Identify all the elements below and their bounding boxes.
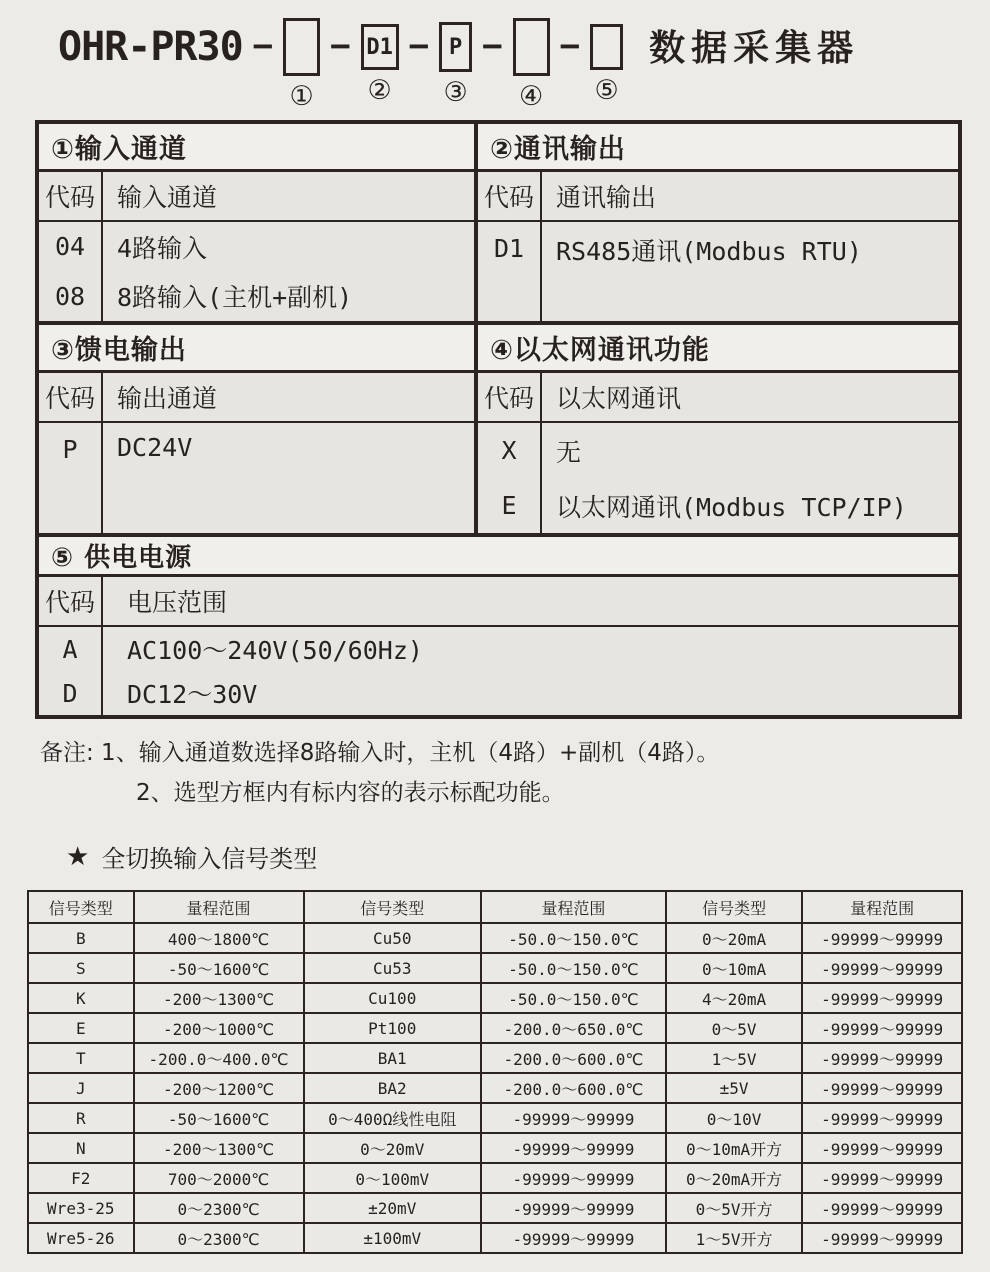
table-cell: -50～1600℃ [134,953,304,983]
model-code-box-5 [590,24,623,70]
table-body [478,222,958,321]
table-cell: -50.0～150.0℃ [481,983,666,1013]
table-row [28,1133,962,1163]
table-row [28,983,962,1013]
model-code-box-1 [283,18,320,76]
table-cell: -200～1200℃ [134,1073,304,1103]
table-cell: -99999～99999 [802,1043,962,1073]
table-cell: Pt100 [304,1013,481,1043]
table-row [39,671,958,715]
table-cell: -99999～99999 [481,1223,666,1253]
table-cell: 0～400Ω线性电阻 [304,1103,481,1133]
model-code-box-2: D1 [361,24,399,70]
table-cell: -200～1000℃ [134,1013,304,1043]
code-cell: 04 [39,222,103,272]
table-feed-power-output [35,325,478,537]
table-cell: -50.0～150.0℃ [481,923,666,953]
code-cell: E [478,478,542,533]
value-cell: 以太网通讯(Modbus TCP/IP) [556,492,907,522]
model-code-box-3: P [439,22,472,72]
table-cell: T [28,1043,134,1073]
star-icon: ★ [66,841,90,872]
column-header-value: 电压范围 [127,588,228,617]
table-cell: 0～20mA [666,923,802,953]
section-header: ④以太网通讯功能 [478,325,958,373]
circled-number-5: ⑤ [594,75,619,106]
table-row [39,222,474,272]
table-cell: E [28,1013,134,1043]
column-header-code: 代码 [478,373,542,421]
signal-types-table [27,890,963,1254]
table-cell: -50～1600℃ [134,1103,304,1133]
table-cell: -99999～99999 [802,983,962,1013]
table-comm-output [478,120,962,325]
column-header-code: 代码 [39,172,103,220]
table-cell: 0～10mA [666,953,802,983]
note-line-1: 备注: 1、输入通道数选择8路输入时，主机（4路）+副机（4路）。 [40,740,720,766]
dash-separator: − [408,26,430,66]
model-segment-2 [361,16,399,108]
table-cell: 0～10mA开方 [666,1133,802,1163]
table-cell: Cu50 [304,923,481,953]
signal-section-title: 全切换输入信号类型 [101,845,318,873]
table-cell: 0～2300℃ [134,1193,304,1223]
table-cell: F2 [28,1163,134,1193]
code-cell: P [39,423,103,533]
value-cell: 无 [556,437,582,467]
table-cell: 0～20mV [304,1133,481,1163]
table-cell: 0～2300℃ [134,1223,304,1253]
code-cell: D1 [478,222,542,321]
table-cell: Wre3-25 [28,1193,134,1223]
table-cell: -99999～99999 [481,1193,666,1223]
value-cell: 4路输入 [117,233,208,263]
table-row [478,423,958,478]
table-cell: -99999～99999 [802,923,962,953]
table-cell: 1～5V [666,1043,802,1073]
dash-separator: − [559,26,581,66]
dash-separator: − [482,26,503,66]
model-segment-5 [590,16,623,108]
dash-separator: − [330,26,351,66]
table-cell: BA1 [304,1043,481,1073]
table-cell: -200.0～650.0℃ [481,1013,666,1043]
table-power-supply [35,537,962,719]
table-body [478,423,958,533]
column-header-row [39,577,958,627]
table-cell: 0～5V [666,1013,802,1043]
circled-number-3: ③ [443,77,468,108]
model-code-box-4 [513,18,550,76]
table-row [28,1103,962,1133]
model-code-line [0,0,990,114]
table-cell: -99999～99999 [481,1133,666,1163]
table-cell: -99999～99999 [802,1223,962,1253]
table-body [39,627,958,715]
table-cell: -99999～99999 [802,1073,962,1103]
circled-number-4: ④ [518,81,544,112]
table-cell: Wre5-26 [28,1223,134,1253]
table-cell: Cu53 [304,953,481,983]
table-cell: N [28,1133,134,1163]
table-cell: BA2 [304,1073,481,1103]
table-cell: -50.0～150.0℃ [481,953,666,983]
column-header: 量程范围 [802,891,962,923]
table-cell: S [28,953,134,983]
model-segment-4 [513,16,550,114]
table-cell: ±20mV [304,1193,481,1223]
value-cell: RS485通讯(Modbus RTU) [556,237,862,266]
table-cell: 700～2000℃ [134,1163,304,1193]
table-cell: 0～20mA开方 [666,1163,802,1193]
section-header: ②通讯输出 [478,124,958,172]
circled-number-1: ① [289,81,314,112]
model-segment-3 [439,16,472,110]
circled-number-2: ② [367,75,392,106]
table-ethernet-comm [478,325,962,537]
signal-section-heading [66,839,990,874]
table-cell: Cu100 [304,983,481,1013]
table-cell: 400～1800℃ [134,923,304,953]
column-header-value: 输出通道 [117,384,218,413]
section-header: ⑤ 供电电源 [39,537,958,577]
column-header-code: 代码 [39,577,103,625]
column-header-row [478,373,958,423]
product-name: 数据采集器 [649,28,860,69]
dash-separator: − [252,26,274,66]
table-row [28,1043,962,1073]
table-row [478,478,958,533]
table-cell: -99999～99999 [802,1133,962,1163]
column-header-code: 代码 [478,172,542,220]
section-header: ③馈电输出 [39,325,474,373]
table-cell: 1～5V开方 [666,1223,802,1253]
table-cell: -200～1300℃ [134,1133,304,1163]
table-cell: -200.0～600.0℃ [481,1073,666,1103]
table-cell: 4～20mA [666,983,802,1013]
section-header: ①输入通道 [39,124,474,172]
table-cell: ±5V [666,1073,802,1103]
model-prefix: OHR-PR30 [58,24,243,70]
note-line-2: 2、选型方框内有标内容的表示标配功能。 [136,780,565,806]
code-cell: X [478,423,542,478]
table-cell: -99999～99999 [481,1163,666,1193]
table-cell: R [28,1103,134,1133]
table-cell: -99999～99999 [802,1193,962,1223]
table-row [28,1223,962,1253]
table-cell: -99999～99999 [481,1103,666,1133]
table-input-channels [35,120,478,325]
code-cell: 08 [39,272,103,322]
notes-block [40,733,990,813]
column-header: 信号类型 [28,891,134,923]
table-cell: -99999～99999 [802,1013,962,1043]
table-cell: 0～5V开方 [666,1193,802,1223]
value-cell: DC24V [117,433,193,462]
signal-table-body [28,923,962,1253]
table-cell: -200.0～400.0℃ [134,1043,304,1073]
table-cell: -200.0～600.0℃ [481,1043,666,1073]
column-header: 信号类型 [666,891,802,923]
table-cell: ±100mV [304,1223,481,1253]
value-cell: DC12～30V [127,680,258,709]
table-row [39,272,474,322]
signal-table-head-row [28,891,962,923]
value-cell: 8路输入(主机+副机) [117,283,353,313]
value-cell: AC100～240V(50/60Hz) [127,636,423,665]
table-row [28,1193,962,1223]
table-row [39,423,474,533]
column-header-value: 通讯输出 [556,183,657,212]
column-header-row [39,172,474,222]
table-row [478,222,958,321]
table-cell: 0～10V [666,1103,802,1133]
column-header: 量程范围 [481,891,666,923]
column-header: 量程范围 [134,891,304,923]
model-segment-1 [283,16,320,114]
column-header-row [478,172,958,222]
code-cell: D [39,671,103,715]
table-cell: -99999～99999 [802,1103,962,1133]
column-header-row [39,373,474,423]
code-cell: A [39,627,103,671]
column-header-code: 代码 [39,373,103,421]
table-cell: B [28,923,134,953]
column-header-value: 输入通道 [117,183,218,212]
table-cell: K [28,983,134,1013]
table-cell: -99999～99999 [802,1163,962,1193]
table-row [28,1013,962,1043]
table-cell: 0～100mV [304,1163,481,1193]
table-body [39,222,474,321]
table-body [39,423,474,533]
table-row [28,1163,962,1193]
column-header-value: 以太网通讯 [556,384,682,413]
table-row [28,1073,962,1103]
table-cell: -99999～99999 [802,953,962,983]
selection-tables [35,120,962,719]
table-row [28,923,962,953]
table-cell: -200～1300℃ [134,983,304,1013]
column-header: 信号类型 [304,891,481,923]
table-row [39,627,958,671]
table-row [28,953,962,983]
table-cell: J [28,1073,134,1103]
